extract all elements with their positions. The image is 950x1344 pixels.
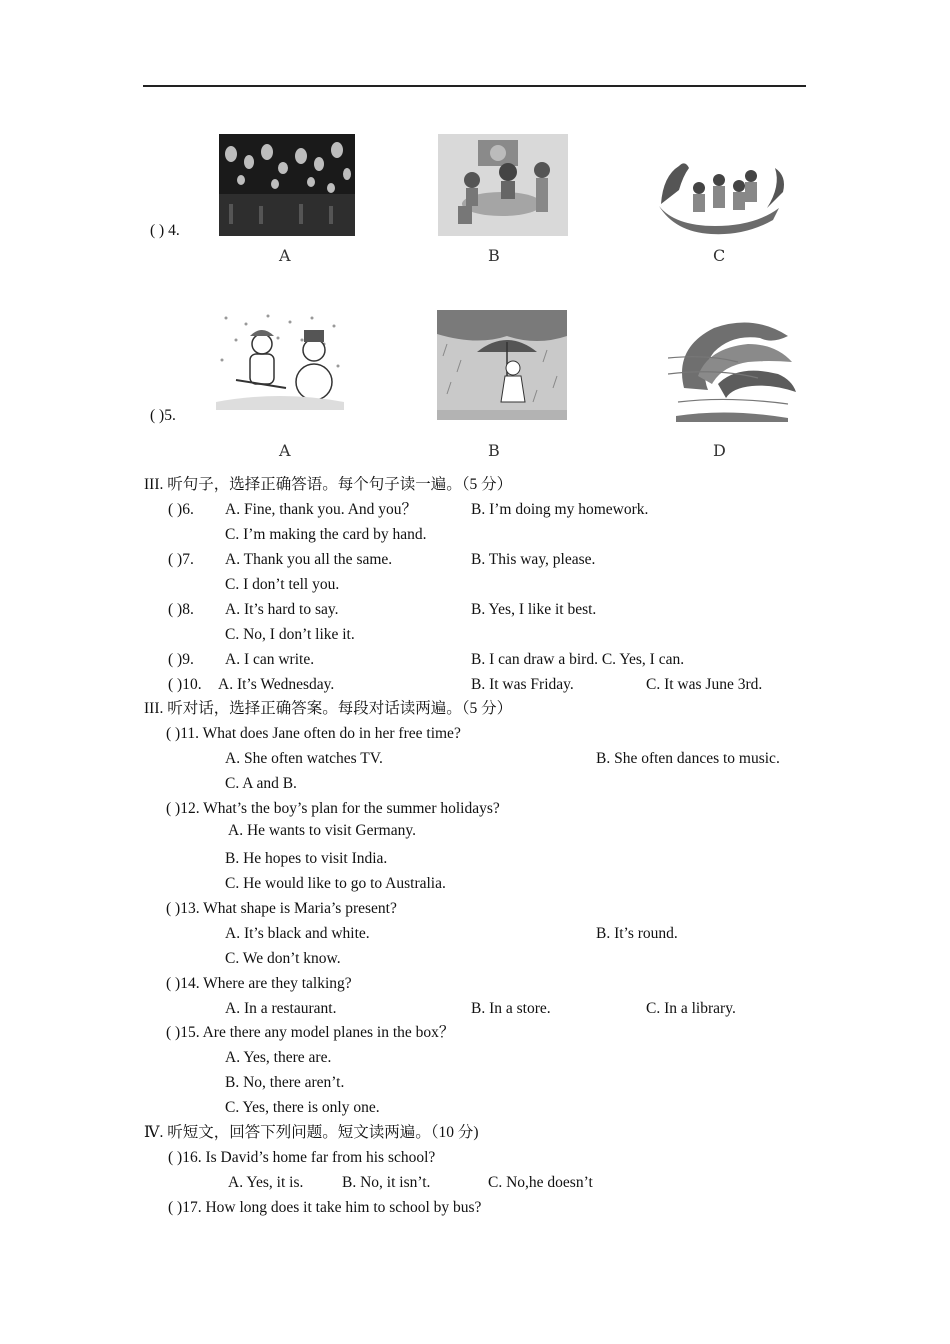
q4-caption-b: B xyxy=(488,246,500,265)
q8-option-a: A. It’s hard to say. xyxy=(225,601,339,618)
q4-caption-a: A xyxy=(279,246,291,265)
windy-tree-image xyxy=(668,318,798,422)
q13-option-c: C. We don’t know. xyxy=(225,950,341,967)
q16-option-c: C. No,he doesn’t xyxy=(488,1174,593,1191)
q12-question: ( )12. What’s the boy’s plan for the summer holidays? xyxy=(166,800,500,817)
q11-option-c: C. A and B. xyxy=(225,775,297,792)
q15-option-c: C. Yes, there is only one. xyxy=(225,1099,380,1116)
q6-option-c: C. I’m making the card by hand. xyxy=(225,526,427,543)
header-rule xyxy=(143,85,806,87)
q10-option-a: A. It’s Wednesday. xyxy=(218,676,335,693)
q8-number: ( )8. xyxy=(168,601,194,618)
q14-option-b: B. In a store. xyxy=(471,1000,551,1017)
q7-number: ( )7. xyxy=(168,551,194,568)
q11-option-a: A. She often watches TV. xyxy=(225,750,383,767)
snowman-image xyxy=(216,310,344,410)
q6-option-b: B. I’m doing my homework. xyxy=(471,501,649,518)
q8-option-c: C. No, I don’t like it. xyxy=(225,626,355,643)
q7-option-a: A. Thank you all the same. xyxy=(225,551,393,568)
q6-option-a: A. Fine, thank you. And you？ xyxy=(225,501,418,518)
q5-caption-d: D xyxy=(713,441,726,460)
q10-option-b: B. It was Friday. xyxy=(471,676,574,693)
q13-question: ( )13. What shape is Maria’s present? xyxy=(166,900,397,917)
q9-option-bc: B. I can draw a bird. C. Yes, I can. xyxy=(471,651,685,668)
section4-heading: Ⅳ. 听短文，回答下列问题。短文读两遍。（10 分) xyxy=(144,1124,479,1141)
q9-number: ( )9. xyxy=(168,651,194,668)
q12-option-b: B. He hopes to visit India. xyxy=(225,850,388,867)
q15-question: ( )15. Are there any model planes in the box？ xyxy=(166,1024,455,1041)
q12-option-c: C. He would like to go to Australia. xyxy=(225,875,446,892)
q16-question: ( )16. Is David’s home far from his school? xyxy=(168,1149,436,1166)
q5-caption-b: B xyxy=(488,441,500,460)
q7-option-c: C. I don’t tell you. xyxy=(225,576,340,593)
lantern-street-image xyxy=(219,134,355,236)
q10-option-c: C. It was June 3rd. xyxy=(646,676,763,693)
q17-question: ( )17. How long does it take him to school by bus? xyxy=(168,1199,482,1216)
q4-caption-c: C xyxy=(713,246,726,265)
q15-option-b: B. No, there aren’t. xyxy=(225,1074,345,1091)
q16-option-b: B. No, it isn’t. xyxy=(342,1174,431,1191)
q9-option-a: A. I can write. xyxy=(225,651,315,668)
q6-number: ( )6. xyxy=(168,501,194,518)
q11-question: ( )11. What does Jane often do in her free time? xyxy=(166,725,461,742)
q13-option-a: A. It’s black and white. xyxy=(225,925,370,942)
family-dinner-image xyxy=(438,134,568,236)
q14-question: ( )14. Where are they talking? xyxy=(166,975,352,992)
q7-option-b: B. This way, please. xyxy=(471,551,596,568)
dragon-boat-image xyxy=(655,146,789,236)
q14-option-c: C. In a library. xyxy=(646,1000,736,1017)
q5-caption-a: A xyxy=(279,441,291,460)
q11-option-b: B. She often dances to music. xyxy=(596,750,780,767)
q13-option-b: B. It’s round. xyxy=(596,925,678,942)
q8-option-b: B. Yes, I like it best. xyxy=(471,601,597,618)
section3a-heading: III. 听句子，选择正确答语。每个句子读一遍。（5 分） xyxy=(144,476,513,493)
q5-number: ( )5. xyxy=(150,407,176,424)
q4-number: ( ) 4. xyxy=(150,222,180,239)
q16-option-a: A. Yes, it is. xyxy=(228,1174,304,1191)
q12-option-a: A. He wants to visit Germany. xyxy=(228,822,416,839)
rainy-umbrella-image xyxy=(437,310,567,420)
q14-option-a: A. In a restaurant. xyxy=(225,1000,337,1017)
q15-option-a: A. Yes, there are. xyxy=(225,1049,332,1066)
q10-number: ( )10. xyxy=(168,676,202,693)
section3b-heading: III. 听对话，选择正确答案。每段对话读两遍。（5 分） xyxy=(144,700,513,717)
